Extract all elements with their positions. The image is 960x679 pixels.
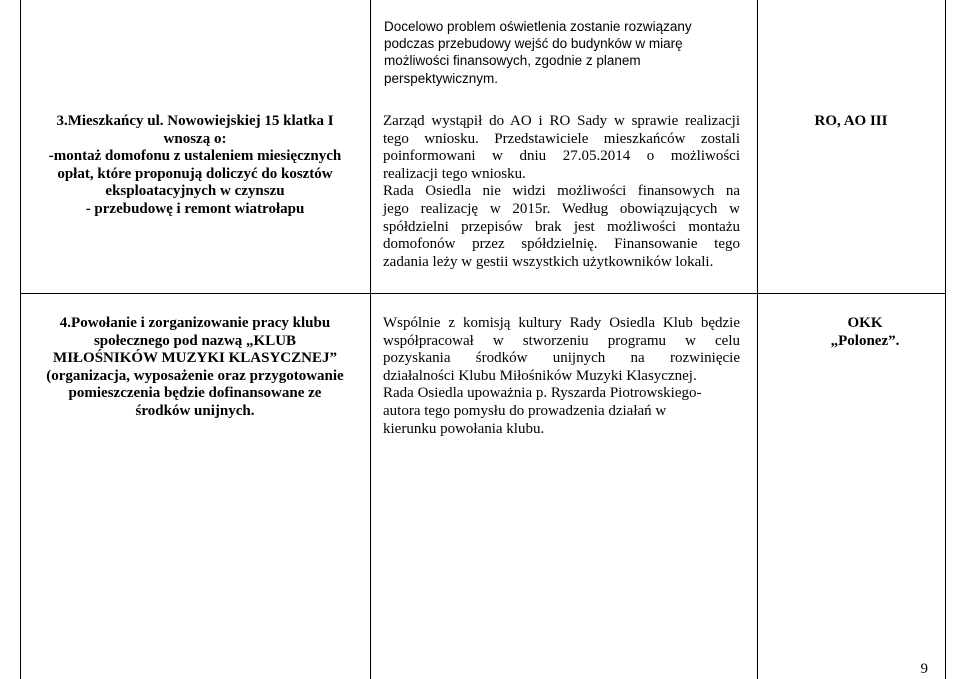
issue-line: (organizacja, wyposażenie oraz przygotowanie [46, 367, 344, 384]
response-line: Rada Osiedla nie widzi możliwości finansowych na [383, 183, 740, 200]
column-divider-2 [757, 0, 758, 679]
issue-line: wnoszą o: [163, 130, 227, 147]
row3-issue-cell [24, 113, 366, 219]
table-border-right [945, 0, 946, 679]
issue-line: eksploatacyjnych w czynszu [105, 183, 285, 200]
row3-responsible-cell [760, 113, 942, 131]
issue-line: 3.Mieszkańcy ul. Nowowiejskiej 15 klatka I [56, 113, 334, 129]
issue-line: pomieszczenia będzie dofinansowane ze [68, 385, 322, 402]
response-line: realizacji tego wniosku. [383, 165, 526, 182]
solution-line: perspektywicznym. [384, 70, 499, 86]
response-line: autora tego pomysłu do prowadzenia działań w [383, 402, 667, 419]
column-divider-1 [370, 0, 371, 679]
row4-response-cell [383, 315, 740, 438]
responsible-label: OKK [847, 315, 883, 331]
top-row-solution-cell [384, 18, 744, 87]
solution-line: podczas przebudowy wejść do budynków w miarę [384, 36, 683, 52]
solution-line: Docelowo problem oświetlenia zostanie rozwiązany [384, 19, 692, 34]
response-line: poinformowani w dniu 27.05.2014 o możliwości [383, 148, 740, 165]
response-line: domofonów przez spółdzielnię. Finansowanie tego [383, 236, 740, 253]
response-line: Zarząd wystąpił do AO i RO Sady w sprawie realizacji [383, 113, 740, 129]
issue-line: MIŁOŚNIKÓW MUZYKI KLASYCZNEJ” [53, 350, 337, 367]
table-border-left [20, 0, 21, 679]
row3-response-cell [383, 113, 740, 271]
responsible-label: „Polonez”. [830, 332, 900, 349]
issue-line: - przebudowę i remont wiatrołapu [85, 200, 305, 217]
row4-responsible-cell [800, 315, 930, 350]
issue-line: -montaż domofonu z ustaleniem miesięcznych [48, 148, 342, 165]
response-line: działalności Klubu Miłośników Muzyki Klasycznej. [383, 367, 697, 384]
response-line: Wspólnie z komisją kultury Rady Osiedla Klub będzie [383, 315, 740, 331]
issue-line: 4.Powołanie i zorganizowanie pracy klubu [59, 315, 331, 331]
issue-line: społecznego pod nazwą „KLUB [93, 332, 297, 349]
response-line: zadania leży w gestii wszystkich użytkowników lokali. [383, 253, 714, 270]
row-divider [20, 293, 946, 294]
response-line: spółdzielni przepisów brak jest możliwości montażu [383, 218, 740, 235]
issue-line: opłat, które proponują doliczyć do kosztów [57, 165, 333, 182]
responsible-label: RO, AO III [814, 113, 888, 129]
solution-line: możliwości finansowych, zgodnie z planem [384, 53, 641, 69]
response-line: Rada Osiedla upoważnia p. Ryszarda Piotrowskiego- [383, 385, 702, 402]
page-number: 9 [920, 661, 928, 677]
response-line: pozyskania środków unijnych na rozwinięcie [383, 350, 740, 367]
row4-issue-cell [24, 315, 366, 421]
response-line: tego wniosku. Przedstawiciele mieszkańców zostali [383, 130, 740, 147]
response-line: współpracował w stworzeniu programu w celu [383, 332, 740, 349]
response-line: kierunku powołania klubu. [383, 420, 545, 437]
issue-line: środków unijnych. [135, 402, 255, 419]
response-line: jego realizację w 2015r. Według obowiązujących w [383, 200, 740, 217]
